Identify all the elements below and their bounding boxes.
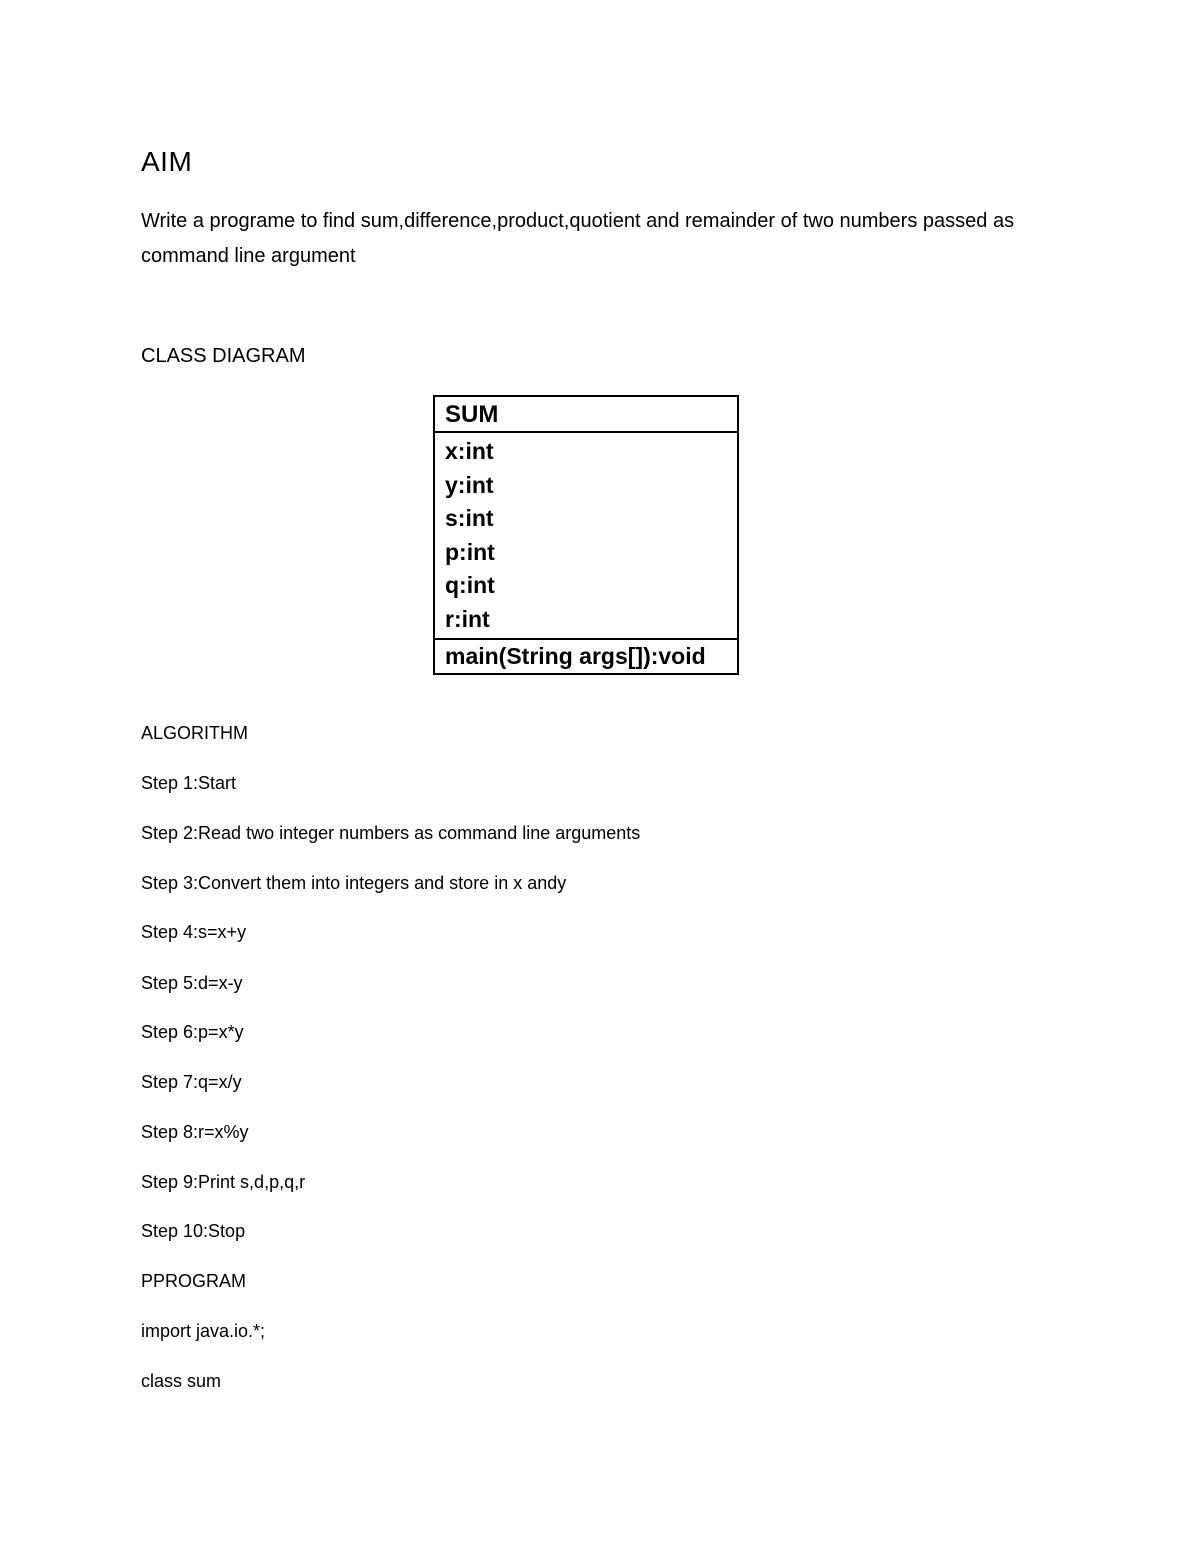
code-line: import java.io.*; <box>141 1321 266 1341</box>
aim-text: Write a programe to find sum,difference,product,quotient and remainder of two numbers passed as command line argument <box>141 210 1015 267</box>
uml-attributes <box>435 433 737 640</box>
class-diagram-heading: CLASS DIAGRAM <box>141 345 306 367</box>
code-line: class sum <box>141 1371 222 1391</box>
algorithm-step: Step 1:Start <box>141 773 237 793</box>
aim-heading: AIM <box>141 146 193 177</box>
algorithm-step: Step 7:q=x/y <box>141 1072 242 1092</box>
uml-attribute: q:int <box>445 572 495 599</box>
uml-attribute: r:int <box>445 605 490 632</box>
uml-class-name: SUM <box>435 397 737 433</box>
uml-attribute: s:int <box>445 505 494 532</box>
algorithm-step: Step 8:r=x%y <box>141 1122 249 1142</box>
algorithm-step: Step 9:Print s,d,p,q,r <box>141 1172 306 1192</box>
program-heading: PPROGRAM <box>141 1271 247 1291</box>
uml-attribute: y:int <box>445 471 494 498</box>
uml-operation: main(String args[]):void <box>445 642 706 669</box>
algorithm-step: Step 2:Read two integer numbers as command line arguments <box>141 823 641 843</box>
algorithm-step: Step 3:Convert them into integers and store in x andy <box>141 873 567 893</box>
uml-operations <box>435 640 737 673</box>
algorithm-step: Step 5:d=x-y <box>141 973 243 993</box>
uml-attribute: x:int <box>445 438 494 464</box>
uml-class-box <box>433 395 739 675</box>
uml-attribute: p:int <box>445 538 495 565</box>
algorithm-step: Step 4:s=x+y <box>141 922 247 942</box>
algorithm-step: Step 6:p=x*y <box>141 1022 244 1042</box>
algorithm-heading: ALGORITHM <box>141 723 249 743</box>
algorithm-step: Step 10:Stop <box>141 1221 246 1241</box>
